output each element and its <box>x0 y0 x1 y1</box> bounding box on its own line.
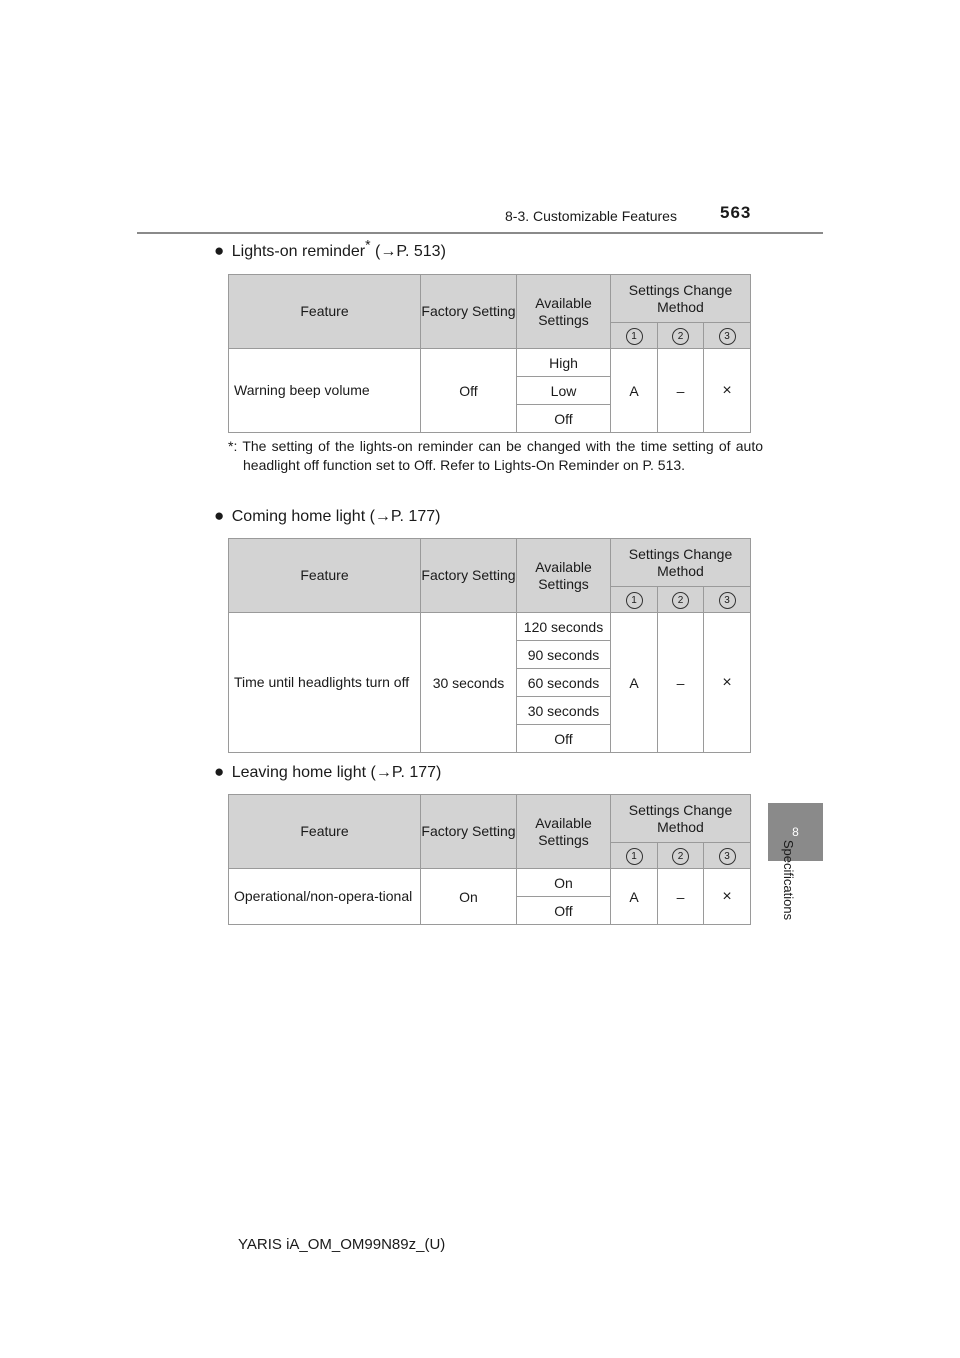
arrow-icon: → <box>380 243 397 260</box>
bullet-icon: ● <box>214 506 225 525</box>
circle-2-icon: 2 <box>672 848 689 865</box>
bullet-icon: ● <box>214 762 225 781</box>
footnote-text: : The setting of the lights-on reminder can be changed with the time setting of auto headlight off function set to Off. Refer to Lights-On Reminder on P. 513. <box>233 438 763 473</box>
settings-table-coming-home-light <box>228 538 751 753</box>
method-col-2 <box>658 323 704 349</box>
method-col-1 <box>611 587 658 613</box>
header-settings-change-method: Settings Change Method <box>611 539 751 587</box>
method-col-1 <box>611 323 658 349</box>
chapter-label: Specifications <box>781 839 796 921</box>
header-available-settings: Available Settings <box>517 539 611 613</box>
option-cell: Off <box>517 725 611 753</box>
method-col-3 <box>704 587 751 613</box>
circle-2-icon: 2 <box>672 592 689 609</box>
page-reference: P. 177) <box>391 764 442 781</box>
header-feature: Feature <box>229 275 421 349</box>
circle-2-icon: 2 <box>672 328 689 345</box>
method-cell-3: × <box>704 613 751 753</box>
method-col-1 <box>611 843 658 869</box>
feature-cell: Operational/non-opera-tional <box>229 869 421 925</box>
page-number: 563 <box>720 203 752 222</box>
circle-1-icon: 1 <box>626 848 643 865</box>
section-title-leaving-home-light: ● Leaving home light (→P. 177) <box>214 762 442 781</box>
header-feature: Feature <box>229 539 421 613</box>
header-available-settings: Available Settings <box>517 275 611 349</box>
header-settings-change-method: Settings Change Method <box>611 275 751 323</box>
section-title-lights-on-reminder: ● Lights-on reminder* (→P. 513) <box>214 236 446 260</box>
option-cell: 60 seconds <box>517 669 611 697</box>
footnote-marker: * <box>228 438 234 454</box>
circle-1-icon: 1 <box>626 328 643 345</box>
method-cell-1: A <box>611 349 658 433</box>
method-col-3 <box>704 323 751 349</box>
method-col-2 <box>658 587 704 613</box>
method-cell-1: A <box>611 613 658 753</box>
section-title-text: Coming home light <box>231 508 366 525</box>
section-title-text: Lights-on reminder <box>231 243 366 260</box>
footnote <box>228 437 763 475</box>
footer-document-id: YARIS iA_OM_OM99N89z_(U) <box>238 1236 446 1253</box>
feature-cell: Warning beep volume <box>229 349 421 433</box>
option-cell: Off <box>517 897 611 925</box>
option-cell: Off <box>517 405 611 433</box>
feature-cell: Time until headlights turn off <box>229 613 421 753</box>
header-available-settings: Available Settings <box>517 795 611 869</box>
settings-table-lights-on-reminder <box>228 274 751 433</box>
method-cell-1: A <box>611 869 658 925</box>
circle-3-icon: 3 <box>719 848 736 865</box>
chapter-number: 8 <box>792 825 799 839</box>
header-section-title: 8-3. Customizable Features <box>505 208 677 224</box>
asterisk-mark: * <box>365 236 371 253</box>
arrow-icon: → <box>374 508 391 525</box>
factory-cell: On <box>421 869 517 925</box>
header-divider <box>137 232 823 234</box>
page-reference: P. 177) <box>390 508 441 525</box>
factory-cell: Off <box>421 349 517 433</box>
page-reference: P. 513) <box>396 243 446 260</box>
method-col-3 <box>704 843 751 869</box>
header-factory-setting: Factory Setting <box>421 539 517 613</box>
method-cell-2: – <box>658 869 704 925</box>
option-cell: On <box>517 869 611 897</box>
header-factory-setting: Factory Setting <box>421 275 517 349</box>
option-cell: Low <box>517 377 611 405</box>
section-title-text: Leaving home light <box>231 764 367 781</box>
header-feature: Feature <box>229 795 421 869</box>
circle-1-icon: 1 <box>626 592 643 609</box>
header-factory-setting: Factory Setting <box>421 795 517 869</box>
bullet-icon: ● <box>214 241 225 260</box>
factory-cell: 30 seconds <box>421 613 517 753</box>
option-cell: 90 seconds <box>517 641 611 669</box>
option-cell: High <box>517 349 611 377</box>
circle-3-icon: 3 <box>719 592 736 609</box>
header-settings-change-method: Settings Change Method <box>611 795 751 843</box>
option-cell: 120 seconds <box>517 613 611 641</box>
method-cell-3: × <box>704 349 751 433</box>
method-cell-3: × <box>704 869 751 925</box>
section-title-coming-home-light: ● Coming home light (→P. 177) <box>214 506 441 525</box>
option-cell: 30 seconds <box>517 697 611 725</box>
method-cell-2: – <box>658 613 704 753</box>
method-cell-2: – <box>658 349 704 433</box>
settings-table-leaving-home-light <box>228 794 751 925</box>
arrow-icon: → <box>375 764 392 781</box>
circle-3-icon: 3 <box>719 328 736 345</box>
method-col-2 <box>658 843 704 869</box>
